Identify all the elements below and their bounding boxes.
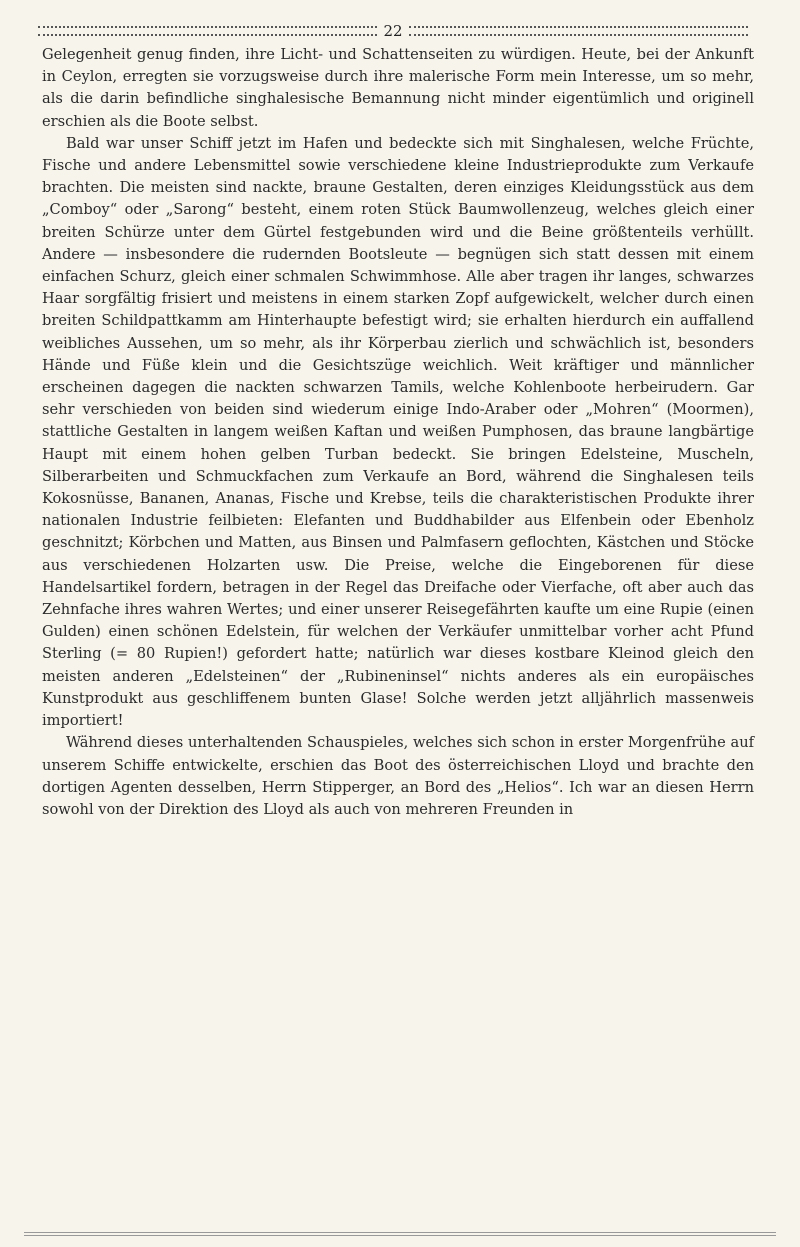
header-ornament-left <box>38 26 377 36</box>
page-header <box>38 20 748 42</box>
paragraph-2: Bald war unser Schiff jetzt im Hafen und bedeckte sich mit Singhalesen, welche Früchte, Fische und andere Lebensmittel sowie verschiedene kleine Industrieprodukte zum Verkaufe brachten. Die meisten sind nackte, braune Gestalten, deren einziges Kleidungsstück aus dem „Comboy“ oder „Sarong“ besteht, einem roten Stück Baumwollenzeug, welches gleich einer breiten Schürze unter dem Gürtel festgebunden wird und die Beine größtenteils verhüllt. Andere — insbesondere die rudernden Bootsleute — begnügen sich statt dessen mit einem einfachen Schurz, gleich einer schmalen Schwimmhose. Alle aber tragen ihr langes, schwarzes Haar sorgfältig frisiert und meistens in einem starken Zopf aufgewickelt, welcher durch einen breiten Schildpattkamm am Hinterhaupte befestigt wird; sie erhalten hierdurch ein auffallend weibliches Aussehen, um so mehr, als ihr Körperbau zierlich und schwächlich ist, besonders Hände und Füße klein und die Gesichtszüge weichlich. Weit kräftiger und männlicher erscheinen dagegen die nackten schwarzen Tamils, welche Kohlenboote herbeirudern. Gar sehr verschieden von beiden sind wiederum einige Indo-Araber oder „Mohren“ (Moormen), stattliche Gestalten in langem weißen Kaftan und weißen Pumphosen, das braune langbärtige Haupt mit einem hohen gelben Turban bedeckt. Sie bringen Edelsteine, Muscheln, Silberarbeiten und Schmuckfachen zum Verkaufe an Bord, während die Singhalesen teils Kokosnüsse, Bananen, Ananas, Fische und Krebse, teils die charakteristischen Produkte ihrer nationalen Industrie feilbieten: Elefanten und Buddhabilder aus Elfenbein oder Ebenholz geschnitzt; Körbchen und Matten, aus Binsen und Palmfasern geflochten, Kästchen und Stöcke aus verschiedenen Holzarten usw. Die Preise, welche die Eingeborenen für diese Handelsartikel fordern, betragen in der Regel das Dreifache oder Vierfache, oft aber auch das Zehnfache ihres wahren Wertes; und einer unserer Reisegefährten kaufte um eine Rupie (einen Gulden) einen schönen Edelstein, für welchen der Verkäufer unmittelbar vorher acht Pfund Sterling (= 80 Rupien!) gefordert hatte; natürlich war dieses kostbare Kleinod gleich den meisten anderen „Edelsteinen“ der „Rubineninsel“ nichts anderes als ein europäisches Kunstprodukt aus geschliffenem bunten Glase! Solche werden jetzt alljährlich massenweis importiert! <box>42 134 754 730</box>
body-text <box>42 44 754 821</box>
header-ornament-right <box>409 26 748 36</box>
footer-rule <box>24 1232 776 1236</box>
paragraph-3: Während dieses unterhaltenden Schauspieles, welches sich schon in erster Morgenfrühe auf unserem Schiffe entwickelte, erschien das Boot des österreichischen Lloyd und brachte den dortigen Agenten desselben, Herrn Stipperger, an Bord des „Helios“. Ich war an diesen Herrn sowohl von der Direktion des Lloyd als auch von mehreren Freunden in <box>42 734 754 818</box>
paragraph-1: Gelegenheit genug finden, ihre Licht- und Schattenseiten zu würdigen. Heute, bei der Ankunft in Ceylon, erregten sie vorzugsweise durch ihre malerische Form mein Interesse, um so mehr, als die darin befindliche singhalesische Bemannung nicht minder eigentümlich und originell erschien als die Boote selbst. <box>42 46 754 130</box>
page-number: 22 <box>383 22 403 40</box>
